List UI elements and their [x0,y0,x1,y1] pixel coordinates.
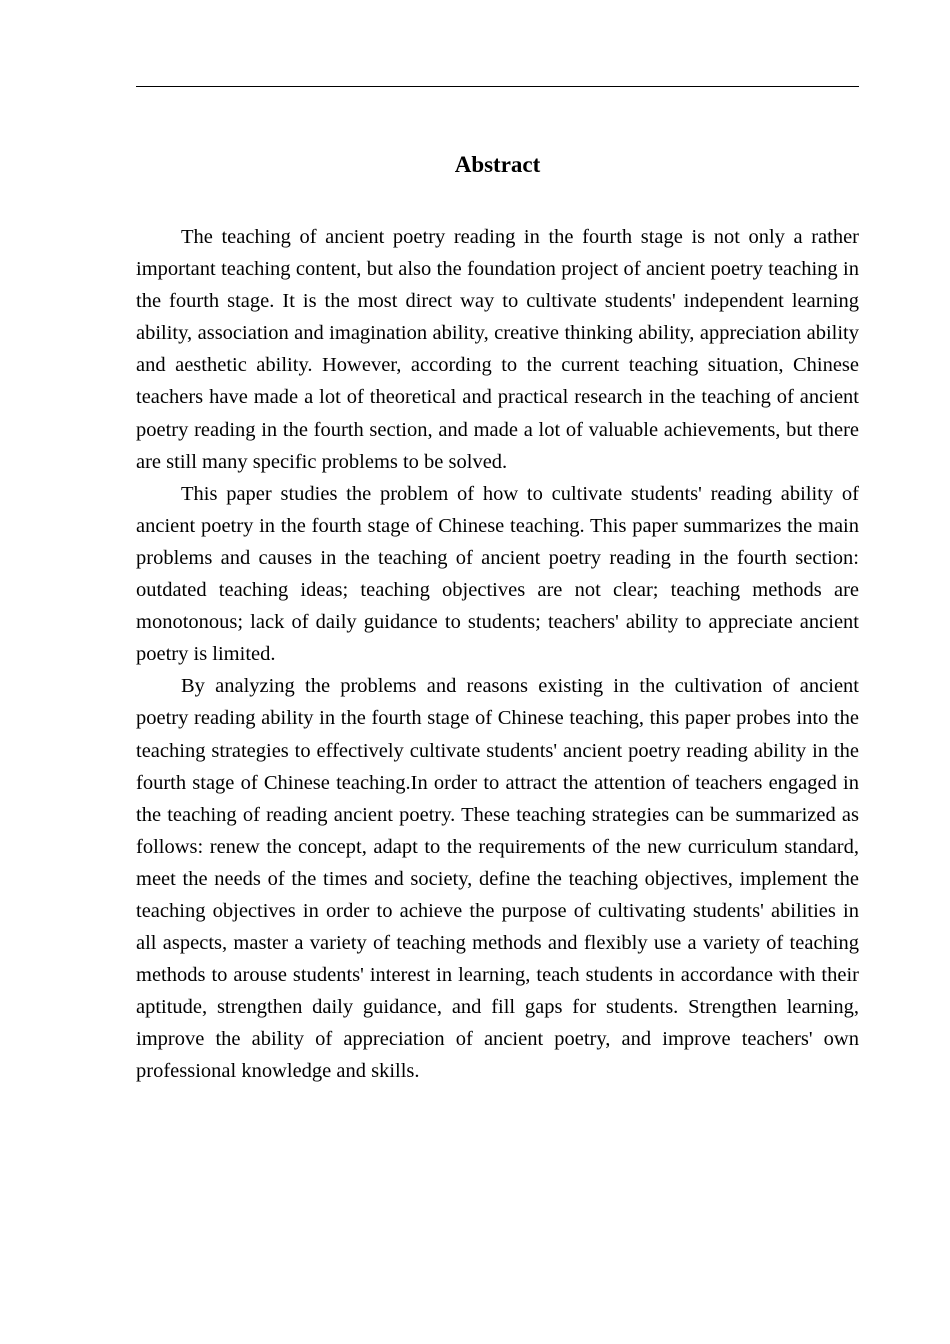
abstract-paragraph-3: By analyzing the problems and reasons existing in the cultivation of ancient poetry reading ability in the fourth stage of Chinese teaching, this paper probes into the teaching strategies to effectively cultivate students' ancient poetry reading ability in the fourth stage of Chinese teaching.In order to attract the attention of teachers engaged in the teaching of reading ancient poetry. These teaching strategies can be summarized as follows: renew the concept, adapt to the requirements of the new curriculum standard, meet the needs of the times and society, define the teaching objectives, implement the teaching objectives in order to achieve the purpose of cultivating students' abilities in all aspects, master a variety of teaching methods and flexibly use a variety of teaching methods to arouse students' interest in learning, teach students in accordance with their aptitude, strengthen daily guidance, and fill gaps for students. Strengthen learning, improve the ability of appreciation of ancient poetry, and improve teachers' own professional knowledge and skills. [136,675,859,1083]
abstract-paragraph-1: The teaching of ancient poetry reading in the fourth stage is not only a rather important teaching content, but also the foundation project of ancient poetry teaching in the fourth stage. It is the most direct way to cultivate students' independent learning ability, association and imagination ability, creative thinking ability, appreciation ability and aesthetic ability. However, according to the current teaching situation, Chinese teachers have made a lot of theoretical and practical research in the teaching of ancient poetry reading in the fourth section, and made a lot of valuable achievements, but there are still many specific problems to be solved. [136,226,859,473]
abstract-paragraph-2: This paper studies the problem of how to cultivate students' reading ability of ancient poetry in the fourth stage of Chinese teaching. This paper summarizes the main problems and causes in the teaching of ancient poetry reading in the fourth section: outdated teaching ideas; teaching objectives are not clear; teaching methods are monotonous; lack of daily guidance to students; teachers' ability to appreciate ancient poetry is limited. [136,482,859,666]
header-rule [136,86,859,87]
page-title: Abstract [454,152,541,177]
abstract-body [136,221,859,1088]
